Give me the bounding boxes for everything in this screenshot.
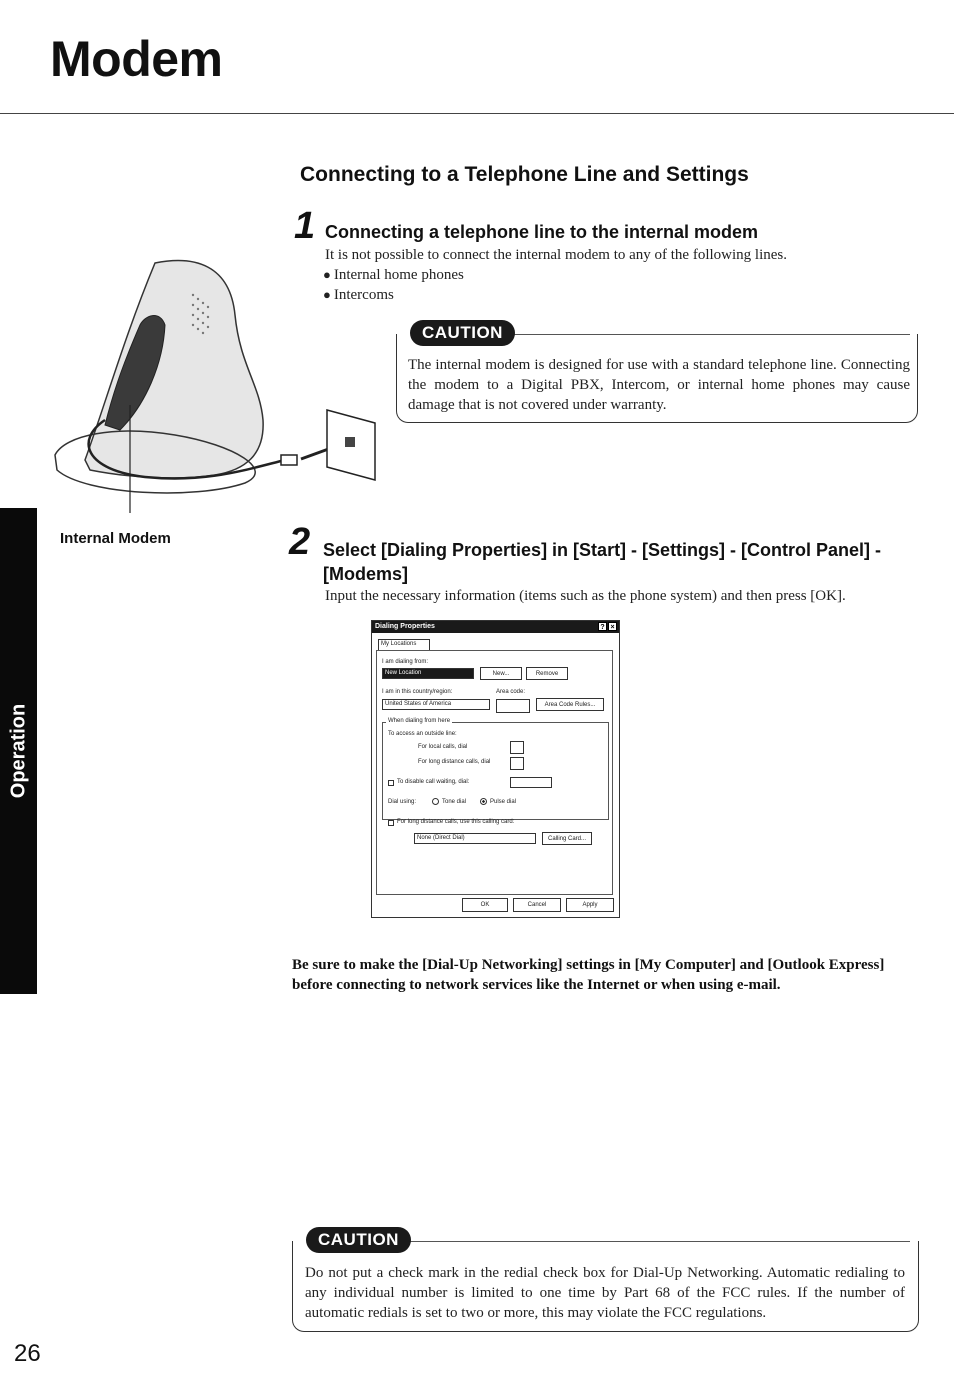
caution-2-text: Do not put a check mark in the redial check box for Dial-Up Networking. Automatic redialing to any individual number is limited to one time by Part 68 of the FCC rules. If the number of automatic redials is set to two or more, this may violate the FCC regulations. (305, 1265, 905, 1321)
title-divider (0, 113, 954, 114)
step-1-bullet-2 (323, 285, 394, 305)
remove-location-button[interactable]: Remove (526, 667, 568, 680)
long-distance-label: For long distance calls, dial (418, 759, 491, 765)
jack-socket (345, 437, 355, 447)
dialing-from-label: I am dialing from: (382, 659, 429, 665)
step-1-title: Connecting a telephone line to the internal modem (325, 222, 759, 242)
step-1-bullet-1 (323, 265, 464, 285)
new-location-button[interactable]: New... (480, 667, 522, 680)
step-1-number: 1 (294, 205, 316, 247)
caution-1-badge: CAUTION (410, 320, 515, 346)
networking-note: Be sure to make the [Dial-Up Networking] settings in [My Computer] and [Outlook Express] before connecting to network services like the Internet or when using e-mail. (292, 957, 885, 993)
long-distance-input[interactable] (510, 757, 524, 770)
call-waiting-checkbox[interactable] (388, 780, 394, 786)
calling-card-label: For long distance calls, use this calling card: (397, 819, 515, 825)
internal-modem-label: Internal Modem (60, 530, 171, 547)
page-number: 26 (14, 1340, 41, 1367)
pulse-dial-radio[interactable] (480, 798, 487, 805)
bullet-text: Intercoms (333, 287, 394, 303)
calling-card-select[interactable]: None (Direct Dial) (414, 833, 536, 844)
area-code-rules-button[interactable]: Area Code Rules... (536, 698, 604, 711)
page-title: Modem (50, 31, 223, 87)
pulse-dial-label: Pulse dial (490, 799, 517, 805)
area-code-label: Area code: (496, 689, 526, 695)
call-waiting-label: To disable call waiting, dial: (397, 779, 470, 785)
computer-body (85, 261, 263, 478)
call-waiting-select[interactable] (510, 777, 552, 788)
section-title: Connecting to a Telephone Line and Settings (300, 163, 749, 186)
side-tab (0, 508, 37, 994)
local-calls-label: For local calls, dial (418, 744, 468, 750)
country-select[interactable]: United States of America (382, 699, 490, 710)
phone-plug (281, 455, 297, 465)
step-2-number: 2 (289, 521, 311, 563)
ok-button[interactable]: OK (462, 898, 508, 912)
tone-dial-label: Tone dial (442, 799, 467, 805)
caution-1-text: The internal modem is designed for use with a standard telephone line. Connecting the modem to a Digital PBX, Intercom, or internal home phones may cause damage that is not covered under warranty. (408, 357, 910, 413)
outside-line-label: To access an outside line: (388, 731, 457, 737)
when-dialing-group-label: When dialing from here (388, 718, 451, 724)
apply-button[interactable]: Apply (566, 898, 614, 912)
step-2-text: Input the necessary information (items such as the phone system) and then press [OK]. (325, 588, 846, 604)
dial-using-label: Dial using: (388, 799, 417, 805)
bullet-text: Internal home phones (333, 267, 464, 283)
close-button[interactable]: × (608, 622, 617, 631)
dialing-properties-dialog (371, 620, 620, 918)
side-tab-label: Operation (7, 703, 29, 799)
local-calls-input[interactable] (510, 741, 524, 754)
tone-dial-radio[interactable] (432, 798, 439, 805)
step-2-title: Select [Dialing Properties] in [Start] - [Settings] - [Control Panel] - [Modems] (323, 540, 882, 584)
tab-my-locations[interactable]: My Locations (378, 639, 430, 650)
dialing-from-select[interactable]: New Location (382, 668, 474, 679)
caution-2-badge: CAUTION (306, 1227, 411, 1253)
help-button[interactable]: ? (598, 622, 607, 631)
country-label: I am in this country/region: (382, 689, 453, 695)
area-code-input[interactable] (496, 699, 530, 713)
dialog-title: Dialing Properties (375, 623, 435, 630)
dialog-titlebar (372, 621, 619, 633)
calling-card-checkbox[interactable] (388, 820, 394, 826)
cancel-button[interactable]: Cancel (513, 898, 561, 912)
calling-card-button[interactable]: Calling Card... (542, 832, 592, 845)
step-1-intro: It is not possible to connect the internal modem to any of the following lines. (325, 247, 787, 263)
